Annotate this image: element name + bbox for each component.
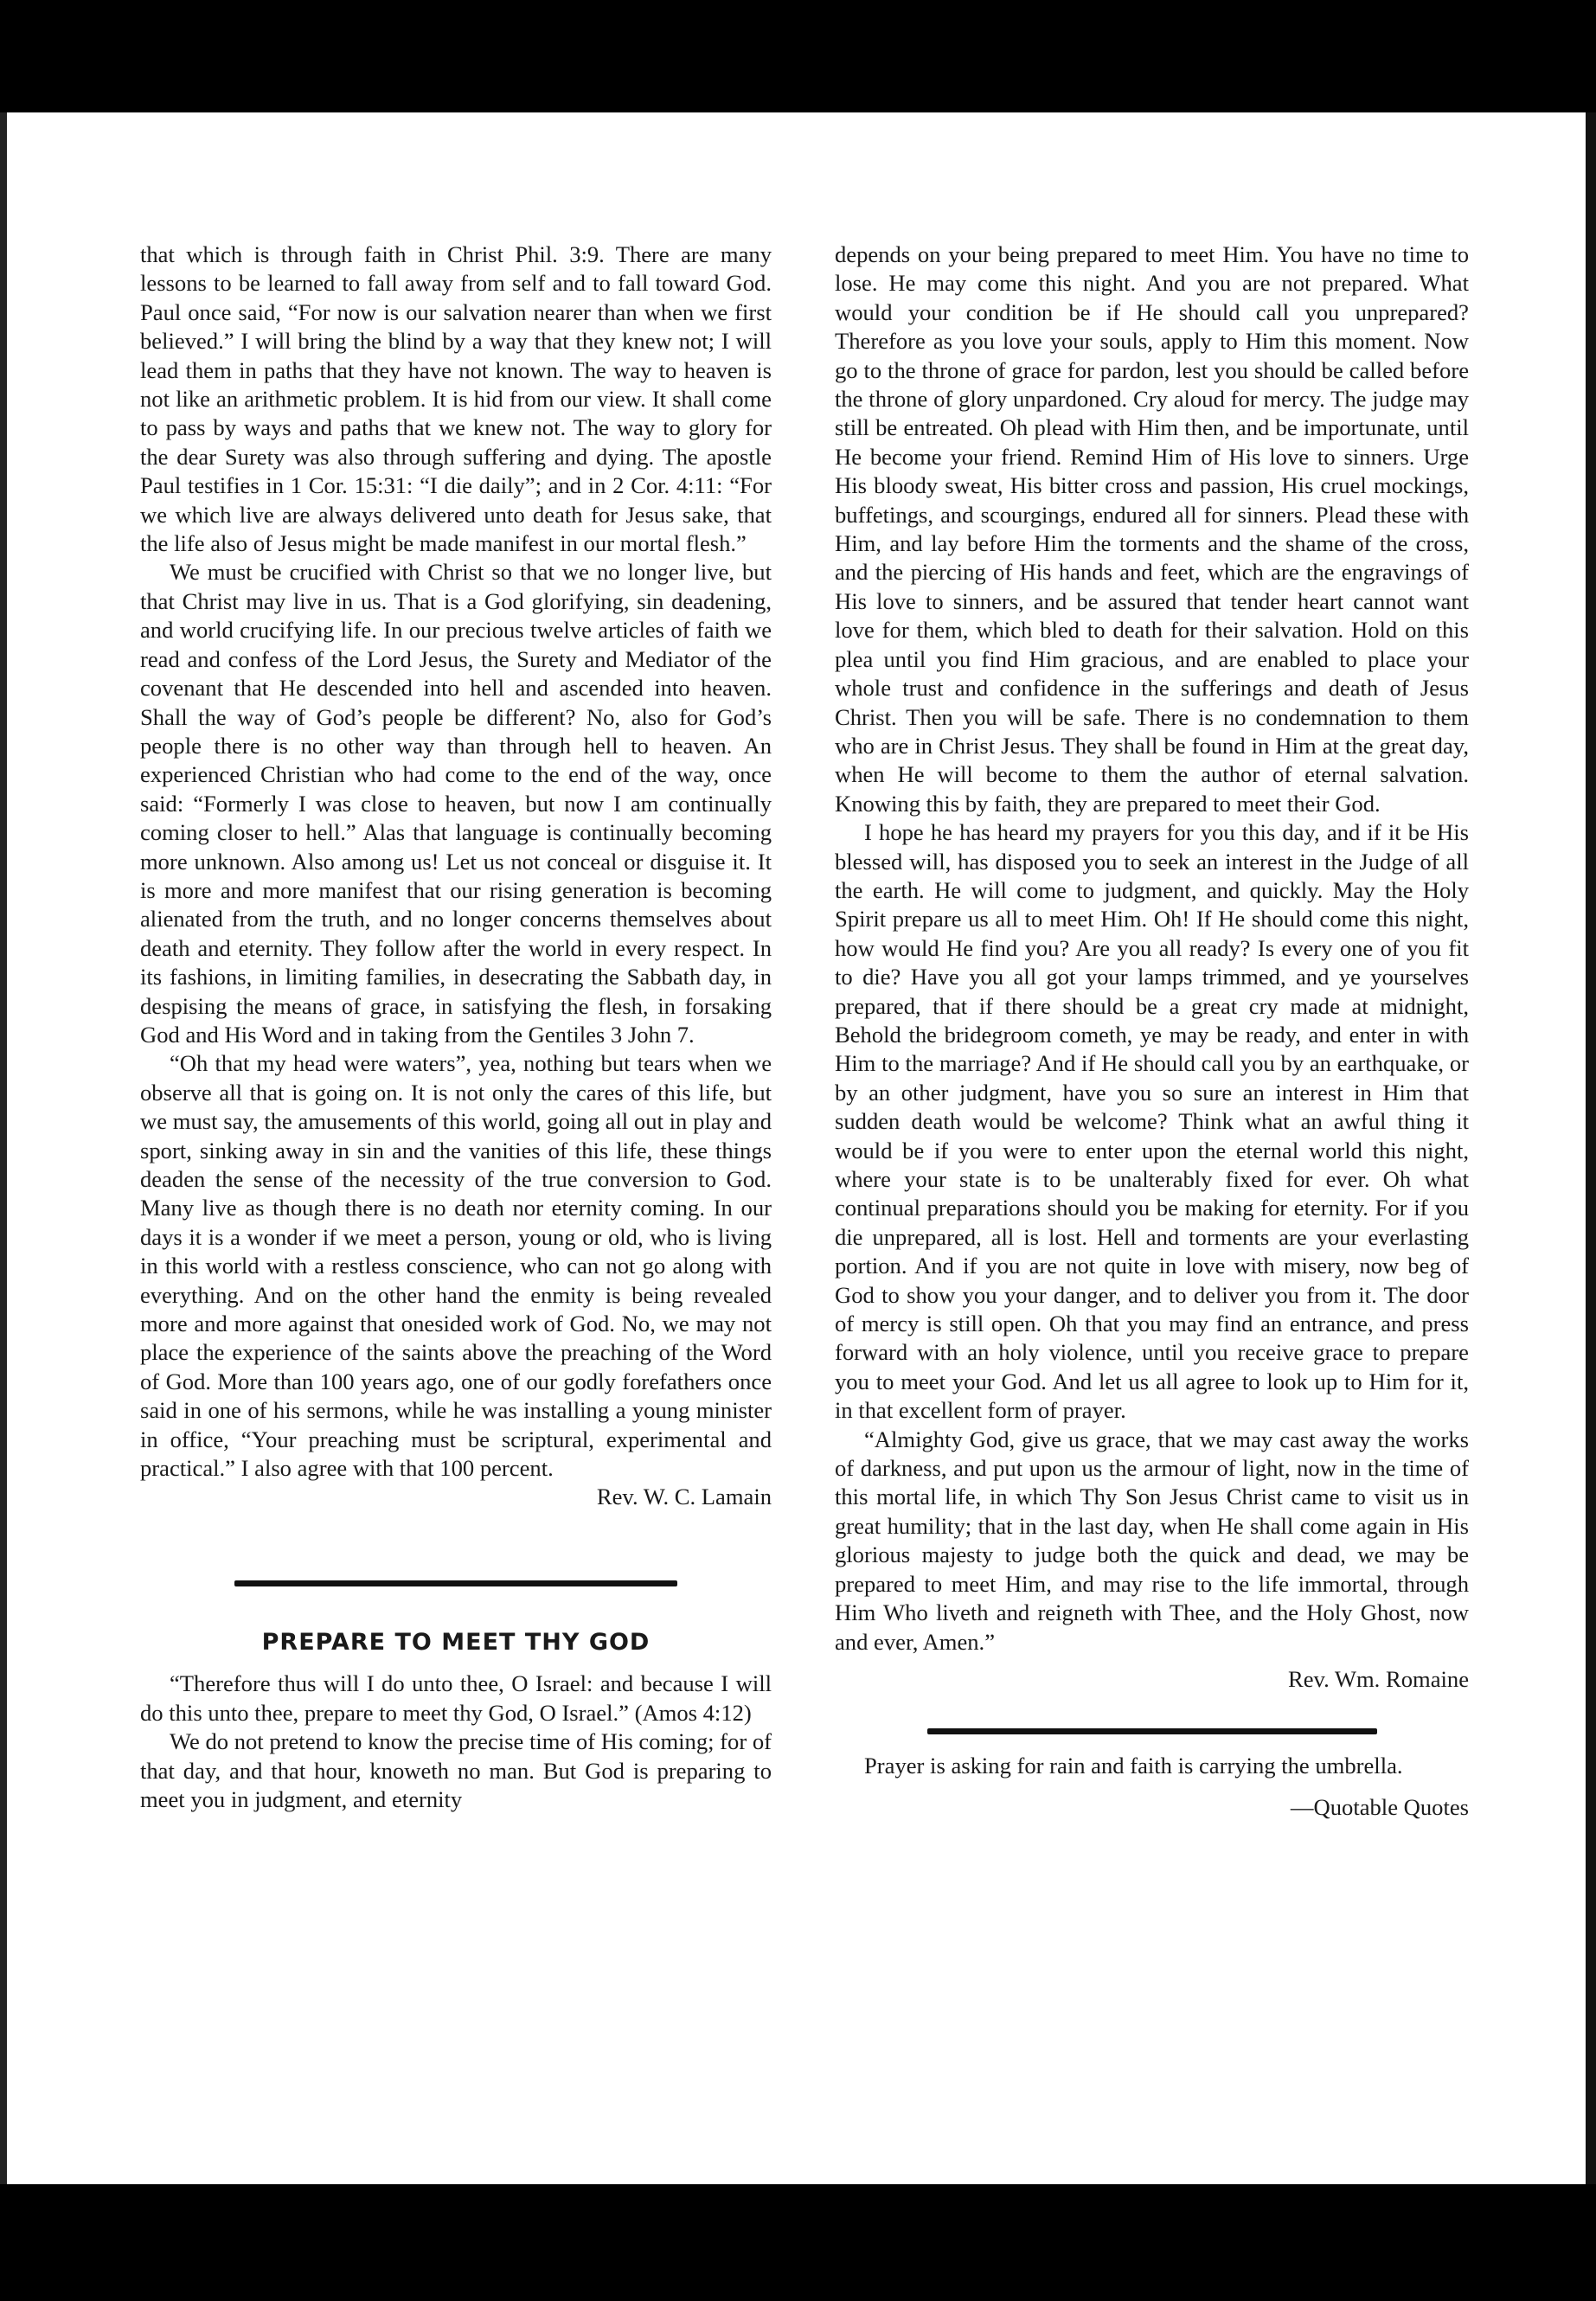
right-paragraph-3: “Almighty God, give us grace, that we may cast away the works of darkness, and put upon us the armour of light, now in the time of this mortal life, in which Thy Son Jesus Christ came to visit us in great humility; that in the last day, when He shall come again in His glorious majesty to judge both the quick and dead, we may be prepared to meet Him, and may rise to the life immortal, through Him Who liveth and reigneth with Thee, and the Holy Ghost, now and ever, Amen.” [835, 1426, 1469, 1655]
left-paragraph-2: We must be crucified with Christ so that we no longer live, but that Christ may live in us. That is a God glorifying, sin deadening, and world crucifying life. In our precious twelve articles of faith we read and confess of the Lord Jesus, the Surety and Mediator of the covenant that He descended into hell and ascended into heaven. Shall the way of God’s people be different? No, also for God’s people there is no other way than through hell to heaven. An experienced Christian who had come to the end of the way, once said: “Formerly I was close to heaven, but now I am continually coming closer to hell.” Alas that language is continually becoming more unknown. Also among us! Let us not conceal or disguise it. It is more and more manifest that our rising generation is becoming alienated from the truth, and no longer concerns themselves about death and eternity. They follow after the world in every respect. In its fashions, in limiting families, in desecrating the Sabbath day, in despising the means of grace, in satisfying the flesh, in forsaking God and His Word and in taking from the Gentiles 3 John 7. [140, 559, 772, 1048]
left-column [140, 240, 772, 1814]
left-paragraph-4: We do not pretend to know the precise time of His coming; for of that day, and that hour, knoweth no man. But God is preparing to meet you in judgment, and eternity [140, 1728, 772, 1812]
scan-border-bottom [0, 2184, 1596, 2301]
quote-divider [927, 1728, 1377, 1734]
scan-border-top [0, 0, 1596, 112]
right-paragraph-1: depends on your being prepared to meet Him. You have no time to lose. He may come this night. And you are not prepared. What would your condition be if He should call you unprepared? Therefore as you love your souls, apply to Him this moment. Now go to the throne of grace for pardon, lest you should be called before the throne of glory unpardoned. Cry aloud for mercy. The judge may still be entreated. Oh plead with Him then, and be importunate, until He become your friend. Remind Him of His love to sinners. Urge His bloody sweat, His bitter cross and passion, His cruel mockings, buffetings, and scourgings, endured all for sinners. Plead these with Him, and lay before Him the torments and the shame of the cross, and the piercing of His hands and feet, which are the engravings of His love to sinners, and be assured that tender heart cannot want love for them, which bled to death for their salvation. Hold on this plea until you find Him gracious, and are enabled to place your whole trust and confidence in the sufferings and death of Jesus Christ. Then you will be safe. There is no condemnation to them who are in Christ Jesus. They shall be found in Him at the great day, when He will become to them the author of eternal salvation. Knowing this by faith, they are prepared to meet their God. [835, 241, 1469, 817]
signature-romaine: Rev. Wm. Romaine [1287, 1665, 1469, 1692]
right-paragraph-2: I hope he has heard my prayers for you this day, and if it be His blessed will, has disposed you to seek an interest in the Judge of all the earth. He will come to judgment, and quickly. May the Holy Spirit prepare us all to meet Him. Oh! If He should come this night, how would He find you? Are you all ready? Is every one of you fit to die? Have you all got your lamps trimmed, and ye yourselves prepared, that if there should be a great cry made at midnight, Behold the bridegroom cometh, ye may be ready, and enter in with Him to the marriage? And if He should call you by an earthquake, or by an other judgment, have you so sure an interest in Him that sudden death would be welcome? Think what an awful thing it would be if you were to enter upon the eternal world this night, where your state is to be unalterably fixed for ever. Oh what continual preparations should you be making for eternity. For if you die unprepared, all is lost. Hell and torments are your everlasting portion. And if you are not quite in love with misery, now beg of God to show you your danger, and to deliver you from it. The door of mercy is still open. Oh that you may find an entrance, and press forward with an holy violence, until you receive grace to prepare you to meet your God. And let us all agree to look up to Him for it, in that excellent form of prayer. [835, 819, 1469, 1424]
scripture-quote: “Therefore thus will I do unto thee, O Israel: and because I will do this unto thee, prepare to meet thy God, O Israel.” (Amos 4:12) [140, 1670, 772, 1726]
scan-border-left [0, 112, 7, 2184]
right-column [835, 240, 1469, 1822]
scan-border-right [1586, 112, 1596, 2184]
section-divider [234, 1580, 677, 1586]
left-paragraph-1: that which is through faith in Christ Phil. 3:9. There are many lessons to be learned to fall away from self and to fall toward God. Paul once said, “For now is our salvation nearer than when we first believed.” I will bring the blind by a way that they knew not; I will lead them in paths that they have not known. The way to heaven is not like an arithmetic problem. It is hid from our view. It shall come to pass by ways and paths that we knew not. The way to glory for the dear Surety was also through suffering and dying. The apostle Paul testifies in 1 Cor. 15:31: “I die daily”; and in 2 Cor. 4:11: “For we which live are always delivered unto death for Jesus sake, that the life also of Jesus might be made manifest in our mortal flesh.” [140, 241, 772, 557]
article-heading: PREPARE TO MEET THY GOD [261, 1628, 651, 1656]
quotable-quote: Prayer is asking for rain and faith is carrying the umbrella. [864, 1753, 1403, 1779]
signature-lamain: Rev. W. C. Lamain [596, 1484, 772, 1510]
quote-source: —Quotable Quotes [1290, 1793, 1469, 1820]
left-paragraph-3: “Oh that my head were waters”, yea, nothing but tears when we observe all that is going on. It is not only the cares of this life, but we must say, the amusements of this world, going all out in play and sport, sinking away in sin and the vanities of this life, these things deaden the sense of the necessity of the true conversion to God. Many live as though there is no death nor eternity coming. In our days it is a wonder if we meet a person, young or old, who is living in this world with a restless conscience, who can not go along with everything. And on the other hand the enmity is being revealed more and more against that onesided work of God. No, we may not place the experience of the saints above the preaching of the Word of God. More than 100 years ago, one of our godly forefathers once said in one of his sermons, while he was installing a young minister in office, “Your preaching must be scriptural, experimental and practical.” I also agree with that 100 percent. [140, 1050, 772, 1482]
